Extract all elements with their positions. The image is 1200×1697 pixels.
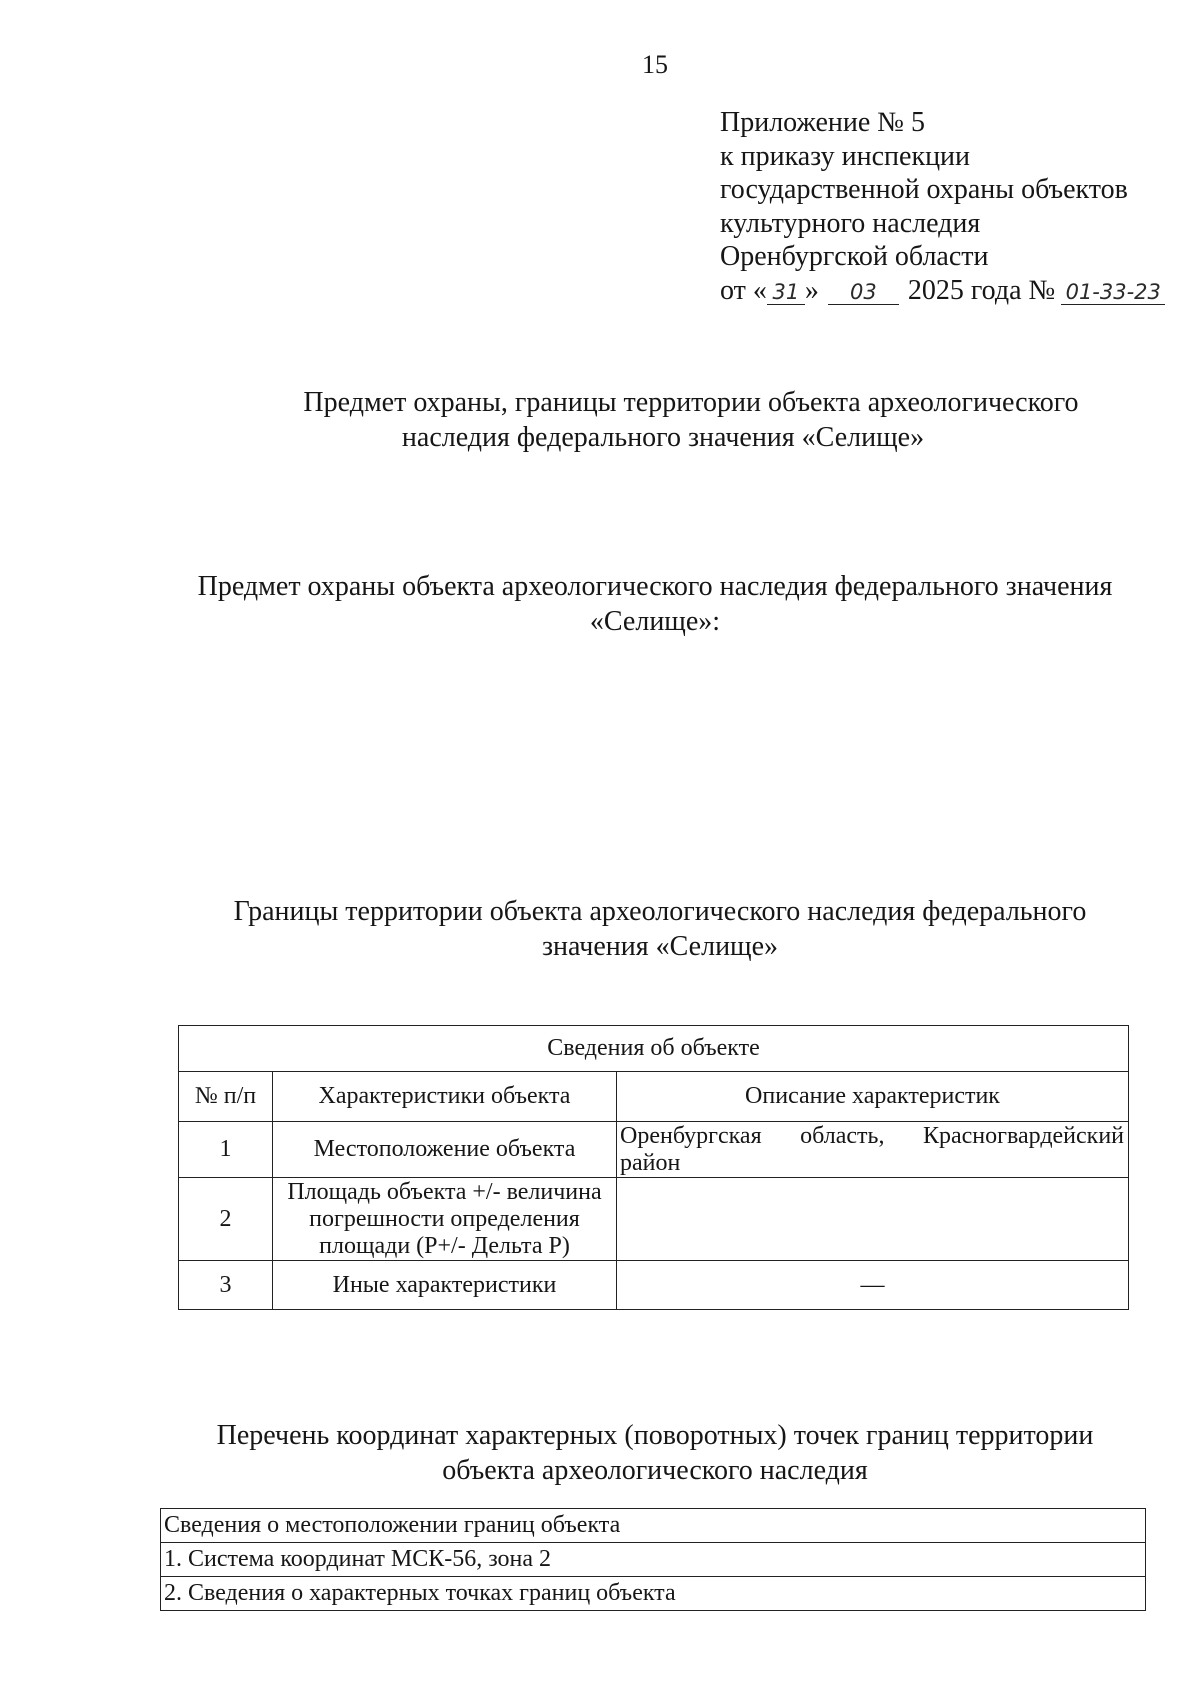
protection-subject-heading [110,570,1200,639]
document-title [110,386,1200,455]
cell-description: — [617,1261,1129,1310]
cell-number: 2 [179,1178,273,1261]
heading-line: значения «Селище» [541,930,779,962]
location-table-header: Сведения о местоположении границ объекта [161,1509,1146,1543]
coordinates-heading [110,1419,1200,1488]
object-info-table [178,1025,1129,1310]
column-header-characteristic: Характеристики объекта [273,1072,617,1122]
column-header-description: Описание характеристик [617,1072,1129,1122]
table-row [179,1178,1129,1261]
order-date-line [720,274,1165,308]
heading-line: Границы территории объекта археологического наследия федерального [233,896,1087,927]
table-header-row [179,1072,1129,1122]
annex-line: культурного наследия [720,207,981,239]
annex-line: Оренбургской области [720,241,989,273]
boundary-points-cell: 2. Сведения о характерных точках границ объекта [161,1577,1146,1611]
heading-line: Предмет охраны объекта археологического наследия федерального значения [197,571,1113,602]
heading-line: объекта археологического наследия [442,1454,868,1486]
cell-number: 1 [179,1122,273,1178]
cell-number: 3 [179,1261,273,1310]
handwritten-month: 03 [828,280,899,305]
table-row [179,1122,1129,1178]
date-prefix: от « [720,274,767,306]
heading-line: «Селище»: [589,605,721,637]
table-row [161,1577,1146,1611]
date-year-text: 2025 года № [907,274,1056,306]
annex-block [720,106,1165,308]
handwritten-day: 31 [767,280,805,305]
table-row [161,1543,1146,1577]
table-caption: Сведения об объекте [179,1026,1129,1072]
annex-line: Приложение № 5 [720,107,925,138]
coordinate-system-cell: 1. Система координат МСК-56, зона 2 [161,1543,1146,1577]
title-line: Предмет охраны, границы территории объекта археологического [303,387,1079,418]
table-caption-row [179,1026,1129,1072]
cell-description: Оренбургская область, Красногвардейский район [617,1122,1129,1178]
page-number: 15 [642,50,668,79]
title-line: наследия федерального значения «Селище» [401,421,925,453]
boundaries-heading [110,895,1200,964]
annex-line: к приказу инспекции [720,140,971,172]
date-day-suffix: » [804,274,819,306]
table-row [179,1261,1129,1310]
column-header-number: № п/п [179,1072,273,1122]
annex-line: государственной охраны объектов [720,174,1128,206]
handwritten-order-number: 01-33-23 [1061,280,1165,305]
table-row [161,1509,1146,1543]
heading-line: Перечень координат характерных (поворотных) точек границ территории [216,1420,1094,1451]
boundary-location-table [160,1508,1146,1611]
cell-description [617,1178,1129,1261]
cell-characteristic: Площадь объекта +/- величина погрешности определения площади (Р+/- Дельта Р) [273,1178,617,1261]
cell-characteristic: Местоположение объекта [273,1122,617,1178]
cell-characteristic: Иные характеристики [273,1261,617,1310]
